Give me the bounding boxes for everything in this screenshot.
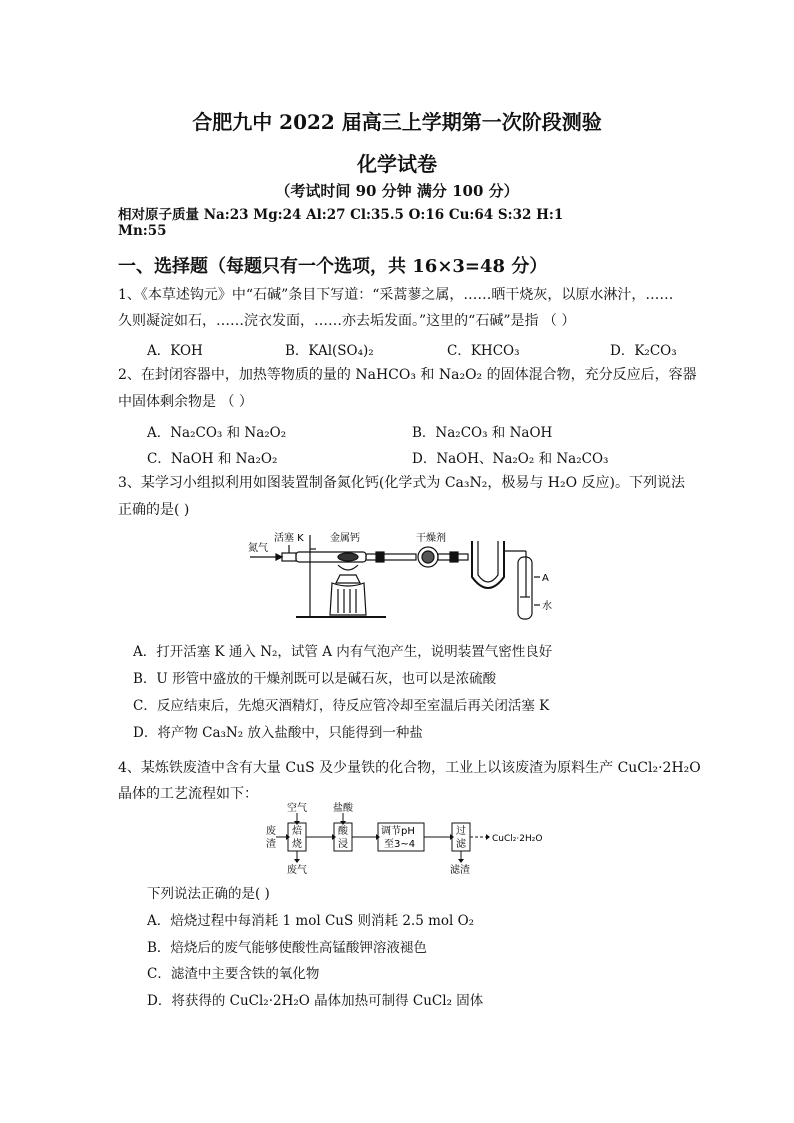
q3-option-a: A．打开活塞 K 通入 N₂，试管 A 内有气泡产生，说明装置气密性良好 [133, 644, 553, 660]
q4-option-b: B．焙烧后的废气能够使酸性高锰酸钾溶液褪色 [147, 940, 427, 956]
q2-option-d: D．NaOH、Na₂O₂ 和 Na₂CO₃ [412, 451, 609, 467]
flow-filter-1: 过 [456, 826, 466, 837]
flow-filter-2: 滤 [456, 839, 466, 850]
metal-calcium [338, 553, 358, 561]
q3-line2: 正确的是( ) [118, 502, 190, 518]
q3-option-b: B．U 形管中盛放的干燥剂既可以是碱石灰，也可以是浓硫酸 [133, 671, 497, 687]
q1-line1: 1、《本草述钩元》中“石碱”条目下写道：“采蒿蓼之属，……晒干烧灰，以原水淋汁，…… [118, 287, 674, 303]
q4-option-a: A．焙烧过程中每消耗 1 mol CuS 则消耗 2.5 mol O₂ [147, 913, 475, 929]
q3-option-d: D．将产物 Ca₃N₂ 放入盐酸中，只能得到一种盐 [133, 725, 423, 741]
q4-line1: 4、某炼铁废渣中含有大量 CuS 及少量铁的化合物，工业上以该废渣为原料生产 CuCl₂·2H₂O [118, 760, 701, 776]
q4-line2: 晶体的工艺流程如下： [118, 786, 258, 802]
q2-line2: 中固体剩余物是 （ ） [118, 394, 253, 410]
q2-option-b: B．Na₂CO₃ 和 NaOH [412, 425, 553, 441]
q1-option-c: C．KHCO₃ [447, 343, 520, 359]
flow-leach-1: 酸 [338, 826, 348, 837]
q4-option-d: D．将获得的 CuCl₂·2H₂O 晶体加热可制得 CuCl₂ 固体 [147, 993, 484, 1009]
q1-option-b: B．KAl(SO₄)₂ [285, 343, 374, 359]
q2-option-c: C．NaOH 和 Na₂O₂ [147, 451, 278, 467]
flow-roast-1: 焙 [292, 826, 302, 837]
flow-leach-2: 浸 [338, 839, 348, 850]
q1-option-d: D．K₂CO₃ [610, 343, 677, 359]
exam-info: （考试时间 90 分钟 满分 100 分） [275, 182, 519, 200]
q3-line1: 3、某学习小组拟利用如图装置制备氮化钙(化学式为 Ca₃N₂，极易与 H₂O 反应)。下列说法 [118, 475, 686, 491]
label-valve: 活塞 K [274, 533, 304, 544]
q2-line1: 2、在封闭容器中，加热等物质的量的 NaHCO₃ 和 Na₂O₂ 的固体混合物，充分反应后，容器 [118, 367, 697, 383]
flow-adjust-2: 至3~4 [384, 839, 416, 850]
label-calcium: 金属钙 [330, 533, 360, 544]
q2-option-a: A．Na₂CO₃ 和 Na₂O₂ [147, 425, 287, 441]
flow-hcl: 盐酸 [333, 803, 353, 814]
flow-waste-1: 废 [266, 826, 276, 837]
label-nitrogen: 氮气 [248, 543, 268, 554]
label-desiccant: 干燥剂 [416, 533, 446, 544]
q1-option-a: A．KOH [147, 343, 203, 359]
flow-residue: 滤渣 [450, 865, 470, 876]
label-water: 水 [542, 601, 552, 612]
test-tube-a [518, 557, 532, 619]
q1-line2: 久则凝淀如石，……浣衣发面，……亦去垢发面。”这里的“石碱”是指 （ ） [118, 313, 576, 329]
section-heading: 一、选择题（每题只有一个选项，共 16×3=48 分） [118, 256, 548, 277]
exam-subject: 化学试卷 [357, 152, 437, 176]
atomic-masses-line1: 相对原子质量 Na:23 Mg:24 Al:27 Cl:35.5 O:16 Cu:64 S:32 H:1 [118, 207, 564, 223]
label-tube-a: A [542, 573, 549, 584]
flow-air: 空气 [287, 803, 307, 814]
flow-exhaust: 废气 [287, 865, 307, 876]
flow-roast-2: 烧 [292, 839, 302, 850]
q3-option-c: C．反应结束后，先熄灭酒精灯，待反应管冷却至室温后再关闭活塞 K [133, 698, 550, 714]
valve-k [282, 553, 296, 561]
atomic-masses-line2: Mn:55 [118, 223, 167, 239]
lamp-flame [338, 565, 358, 570]
process-flowchart [266, 801, 543, 876]
u-tube [472, 541, 504, 588]
alcohol-lamp [330, 583, 366, 615]
apparatus-diagram [246, 527, 556, 627]
q4-prompt: 下列说法正确的是( ) [147, 886, 270, 902]
flow-waste-2: 渣 [266, 839, 276, 850]
exam-title: 合肥九中 2022 届高三上学期第一次阶段测验 [192, 110, 602, 134]
flow-product: CuCl₂·2H₂O [492, 834, 543, 844]
flow-adjust-1: 调节pH [381, 826, 415, 837]
q4-option-c: C．滤渣中主要含铁的氧化物 [147, 966, 320, 982]
